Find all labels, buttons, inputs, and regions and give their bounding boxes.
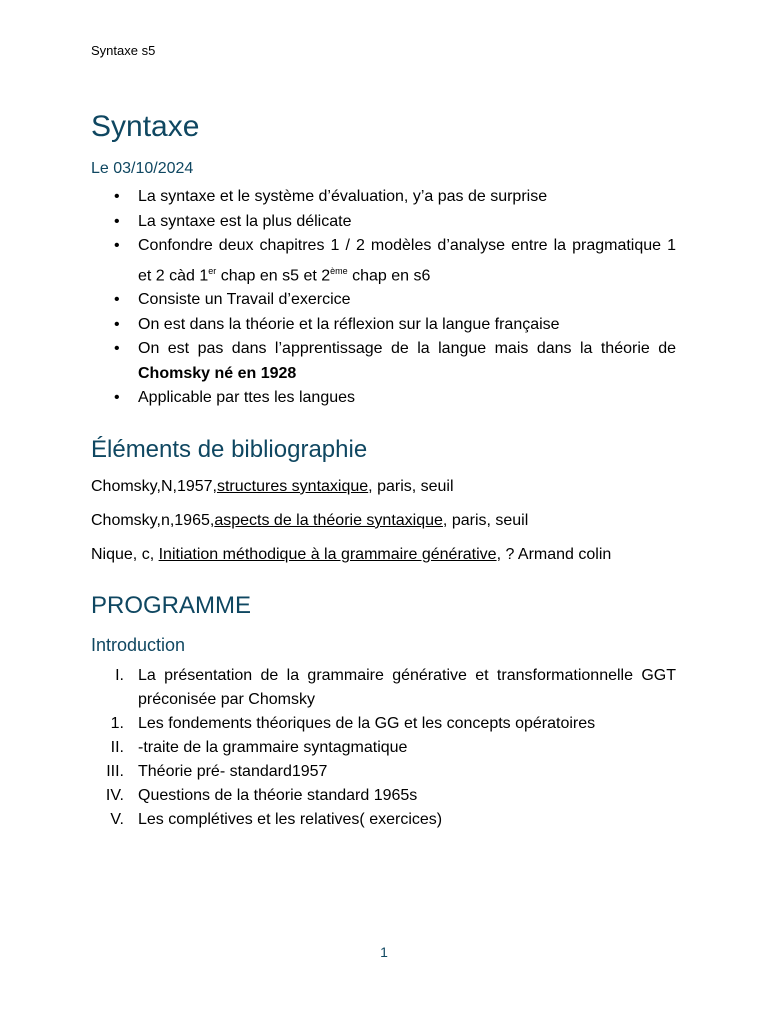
list-item: [91, 288, 676, 313]
list-number: III.: [106, 762, 124, 780]
bibliography-entry: Nique, c, Initiation méthodique à la grammaire générative, ? Armand colin: [91, 545, 612, 563]
superscript: ème: [330, 265, 348, 276]
list-item: [91, 386, 676, 411]
list-item: [91, 664, 676, 712]
bibliography-entry: Chomsky,n,1965,aspects de la théorie syntaxique, paris, seuil: [91, 511, 529, 529]
page-header: Syntaxe s5: [91, 43, 156, 58]
list-item-text: Les fondements théoriques de la GG et les concepts opératoires: [138, 714, 596, 732]
list-item-text: La syntaxe est la plus délicate: [138, 212, 352, 230]
list-item-text: La syntaxe et le système d’évaluation, y’a pas de surprise: [138, 188, 548, 205]
list-number: I.: [115, 666, 124, 684]
list-item-text: chap en s6: [347, 266, 431, 284]
bullet-icon: •: [114, 212, 120, 230]
programme-list: [91, 664, 676, 832]
bullet-icon: •: [114, 237, 120, 254]
bibliography-entry: Chomsky,N,1957,structures syntaxique, paris, seuil: [91, 477, 454, 495]
list-item: [91, 760, 676, 784]
list-number: 1.: [110, 714, 124, 732]
superscript: er: [208, 265, 217, 276]
page-title: Syntaxe: [91, 110, 200, 143]
bullet-icon: •: [114, 291, 120, 309]
list-item: [91, 736, 676, 760]
list-item: [91, 234, 676, 288]
list-item-text: chap en s5 et 2: [216, 266, 331, 284]
list-item: [91, 313, 676, 338]
list-number: V.: [110, 810, 124, 828]
list-number: IV.: [105, 786, 124, 804]
list-item: [91, 784, 676, 808]
list-item-text: Théorie pré- standard1957: [138, 762, 328, 780]
list-item: [91, 210, 676, 235]
bold-text: Chomsky né en 1928: [138, 364, 297, 382]
list-item-text: Consiste un Travail d’exercice: [138, 291, 351, 309]
book-title: Initiation méthodique à la grammaire générative: [158, 545, 497, 563]
book-title: structures syntaxique: [216, 477, 369, 495]
list-item-text: -traite de la grammaire syntagmatique: [138, 738, 408, 756]
list-item-text: Confondre deux chapitres 1 / 2 modèles d’analyse entre la pragmatique 1 et 2 càd 1: [138, 237, 676, 284]
bibliography-heading: Éléments de bibliographie: [91, 435, 368, 463]
bullet-icon: •: [114, 389, 120, 407]
list-item-text: On est pas dans l’apprentissage de la langue mais dans la théorie de: [138, 340, 676, 358]
book-title: aspects de la théorie syntaxique: [214, 511, 443, 529]
bullet-icon: •: [114, 340, 120, 358]
list-number: II.: [110, 738, 124, 756]
list-item-text: Applicable par ttes les langues: [138, 389, 356, 407]
list-item-text: La présentation de la grammaire générative et transformationnelle GGT préconisée par Chomsky: [138, 666, 676, 708]
bullet-icon: •: [114, 188, 120, 205]
introduction-heading: Introduction: [91, 634, 186, 655]
page-number: 1: [380, 944, 388, 960]
programme-heading: PROGRAMME: [91, 591, 252, 619]
intro-bullet-list: [91, 185, 676, 411]
list-item: [91, 712, 676, 736]
list-item-text: Les complétives et les relatives( exercices): [138, 810, 443, 828]
list-item-text: Questions de la théorie standard 1965s: [138, 786, 418, 804]
date-heading: Le 03/10/2024: [91, 160, 194, 177]
list-item: [91, 808, 676, 832]
list-item: [91, 185, 676, 210]
list-item: [91, 337, 676, 386]
document-body: [91, 105, 676, 832]
list-item-text: On est dans la théorie et la réflexion sur la langue française: [138, 315, 560, 333]
bullet-icon: •: [114, 315, 120, 333]
